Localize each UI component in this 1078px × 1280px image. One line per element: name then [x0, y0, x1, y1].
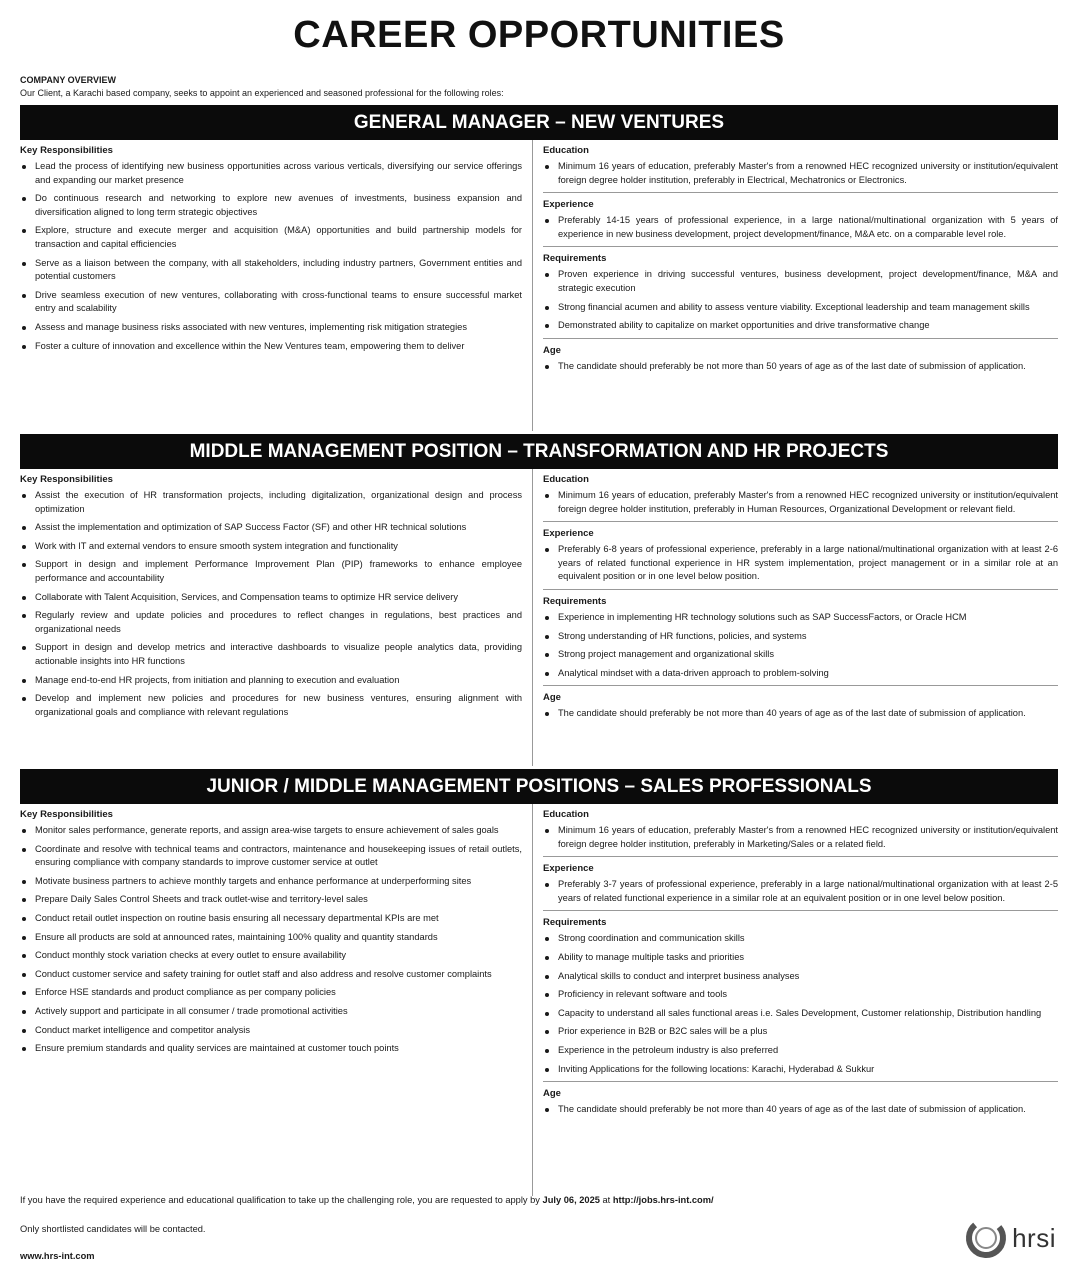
list-item: Drive seamless execution of new ventures, collaborating with cross-functional teams to ensure successful market entry and scalability — [20, 289, 522, 316]
experience-heading: Experience — [543, 521, 1058, 539]
age-heading: Age — [543, 338, 1058, 356]
age-heading: Age — [543, 685, 1058, 703]
education-list — [543, 160, 1058, 187]
list-item: Conduct monthly stock variation checks at every outlet to ensure availability — [20, 949, 522, 963]
key-responsibilities-heading: Key Responsibilities — [20, 145, 113, 156]
list-item: Prior experience in B2B or B2C sales will be a plus — [543, 1025, 1058, 1039]
company-overview-text: Our Client, a Karachi based company, seeks to appoint an experienced and seasoned professional for the following roles: — [20, 88, 504, 98]
list-item: Ensure all products are sold at announced rates, maintaining 100% quality and quantity standards — [20, 931, 522, 945]
experience-list — [543, 214, 1058, 241]
list-item: Assist the implementation and optimization of SAP Success Factor (SF) and other HR technical solutions — [20, 521, 522, 535]
list-item: Work with IT and external vendors to ensure smooth system integration and functionality — [20, 540, 522, 554]
list-item: Enforce HSE standards and product compliance as per company policies — [20, 986, 522, 1000]
list-item: The candidate should preferably be not more than 50 years of age as of the last date of submission of application. — [543, 360, 1058, 374]
section-body — [20, 140, 1058, 431]
job-sections — [20, 105, 1058, 1196]
list-item: Inviting Applications for the following locations: Karachi, Hyderabad & Sukkur — [543, 1063, 1058, 1077]
experience-heading: Experience — [543, 192, 1058, 210]
responsibilities-list — [20, 824, 522, 1056]
hrsi-logo — [964, 1216, 1056, 1260]
list-item: Serve as a liaison between the company, with all stakeholders, including industry partners, Government entities and potential customers — [20, 257, 522, 284]
experience-list — [543, 878, 1058, 905]
shortlist-note: Only shortlisted candidates will be contacted. — [20, 1224, 206, 1234]
list-item: Proficiency in relevant software and tools — [543, 988, 1058, 1002]
section-banner: MIDDLE MANAGEMENT POSITION – TRANSFORMATION AND HR PROJECTS — [20, 434, 1058, 469]
list-item: Do continuous research and networking to explore new avenues of investments, business expansion and diversification aligned to long term strategic objectives — [20, 192, 522, 219]
list-item: Actively support and participate in all consumer / trade promotional activities — [20, 1005, 522, 1019]
list-item: Ability to manage multiple tasks and priorities — [543, 951, 1058, 965]
list-item: Conduct retail outlet inspection on routine basis ensuring all necessary departmental KPIs are met — [20, 912, 522, 926]
experience-heading: Experience — [543, 856, 1058, 874]
requirements-heading: Requirements — [543, 910, 1058, 928]
list-item: Strong coordination and communication skills — [543, 932, 1058, 946]
list-item: Assist the execution of HR transformation projects, including digitalization, organizational design and process optimization — [20, 489, 522, 516]
list-item: Analytical skills to conduct and interpret business analyses — [543, 970, 1058, 984]
qualifications-column — [532, 140, 1058, 431]
list-item: The candidate should preferably be not more than 40 years of age as of the last date of submission of application. — [543, 707, 1058, 721]
website-link[interactable]: www.hrs-int.com — [20, 1251, 95, 1261]
application-link[interactable]: http://jobs.hrs-int.com/ — [612, 1195, 714, 1205]
list-item: Monitor sales performance, generate reports, and assign area-wise targets to ensure achievement of sales goals — [20, 824, 522, 838]
qualifications-column — [532, 469, 1058, 766]
list-item: Analytical mindset with a data-driven approach to problem-solving — [543, 667, 1058, 681]
apply-instructions: If you have the required experience and educational qualification to take up the challenging role, you are requested to apply by July 06, 2025 at http://jobs.hrs-int.com/ — [20, 1195, 714, 1205]
key-responsibilities-heading: Key Responsibilities — [20, 474, 113, 485]
list-item: Regularly review and update policies and procedures to reflect changes in regulations, best practices and organizational needs — [20, 609, 522, 636]
age-list — [543, 1103, 1058, 1117]
list-item: Minimum 16 years of education, preferably Master's from a renowned HEC recognized university or institution/equivalent foreign degree holder institution, preferably in Human Resources, Organizational Development or relevant field. — [543, 489, 1058, 516]
list-item: Prepare Daily Sales Control Sheets and track outlet-wise and territory-level sales — [20, 893, 522, 907]
responsibilities-column — [20, 804, 532, 1196]
logo-ring-icon — [964, 1216, 1008, 1260]
list-item: Conduct market intelligence and competitor analysis — [20, 1024, 522, 1038]
list-item: Lead the process of identifying new business opportunities across various verticals, diversifying our service offerings and expanding our market presence — [20, 160, 522, 187]
list-item: Support in design and implement Performance Improvement Plan (PIP) frameworks to enhance employee performance and accountability — [20, 558, 522, 585]
list-item: Collaborate with Talent Acquisition, Services, and Compensation teams to optimize HR service delivery — [20, 591, 522, 605]
education-heading: Education — [543, 145, 589, 156]
list-item: Capacity to understand all sales functional areas i.e. Sales Development, Customer relationship, Distribution handling — [543, 1007, 1058, 1021]
list-item: Experience in the petroleum industry is also preferred — [543, 1044, 1058, 1058]
age-list — [543, 707, 1058, 721]
list-item: Preferably 3-7 years of professional experience, preferably in a large national/multinational organization with at least 2-5 years of related functional experience in a similar role at an equivalent position or in one level below position. — [543, 878, 1058, 905]
responsibilities-list — [20, 160, 522, 353]
age-heading: Age — [543, 1081, 1058, 1099]
page-title: CAREER OPPORTUNITIES — [293, 14, 785, 56]
list-item: Demonstrated ability to capitalize on market opportunities and drive transformative change — [543, 319, 1058, 333]
education-list — [543, 824, 1058, 851]
list-item: Motivate business partners to achieve monthly targets and enhance performance at underperforming sites — [20, 875, 522, 889]
list-item: Develop and implement new policies and procedures for new business ventures, ensuring alignment with organizational goals and compliance with relevant regulations — [20, 692, 522, 719]
section-banner: JUNIOR / MIDDLE MANAGEMENT POSITIONS – SALES PROFESSIONALS — [20, 769, 1058, 804]
list-item: Strong financial acumen and ability to assess venture viability. Exceptional leadership and team management skills — [543, 301, 1058, 315]
requirements-heading: Requirements — [543, 246, 1058, 264]
age-list — [543, 360, 1058, 374]
education-heading: Education — [543, 474, 589, 485]
responsibilities-list — [20, 489, 522, 719]
list-item: Proven experience in driving successful ventures, business development, project development/finance, M&A and strategic execution — [543, 268, 1058, 295]
list-item: Preferably 14-15 years of professional experience, in a large national/multinational organization with 5 years of experience in new business development, project development/finance, M&A etc. on a comparable level role. — [543, 214, 1058, 241]
requirements-list — [543, 611, 1058, 680]
list-item: Conduct customer service and safety training for outlet staff and also address and resolve customer complaints — [20, 968, 522, 982]
list-item: Experience in implementing HR technology solutions such as SAP SuccessFactors, or Oracle HCM — [543, 611, 1058, 625]
list-item: Explore, structure and execute merger and acquisition (M&A) opportunities and build partnership models for transaction and capital efficiencies — [20, 224, 522, 251]
education-list — [543, 489, 1058, 516]
responsibilities-column — [20, 140, 532, 431]
requirements-list — [543, 932, 1058, 1076]
requirements-list — [543, 268, 1058, 332]
list-item: Strong understanding of HR functions, policies, and systems — [543, 630, 1058, 644]
key-responsibilities-heading: Key Responsibilities — [20, 809, 113, 820]
requirements-heading: Requirements — [543, 589, 1058, 607]
list-item: Support in design and develop metrics and interactive dashboards to visualize people analytics data, providing actionable insights into HR functions — [20, 641, 522, 668]
education-heading: Education — [543, 809, 589, 820]
list-item: Minimum 16 years of education, preferably Master's from a renowned HEC recognized university or institution/equivalent foreign degree holder institution, preferably in Marketing/Sales or a related field. — [543, 824, 1058, 851]
list-item: Preferably 6-8 years of professional experience, preferably in a large national/multinational organization with at least 2-6 years of related functional experience in HR system implementation, project management or in a similar role at an equivalent position or in one level below position. — [543, 543, 1058, 584]
section-body — [20, 469, 1058, 766]
list-item: Minimum 16 years of education, preferably Master's from a renowned HEC recognized university or institution/equivalent foreign degree holder institution, preferably in Electrical, Mechatronics or Electronics. — [543, 160, 1058, 187]
section-body — [20, 804, 1058, 1196]
qualifications-column — [532, 804, 1058, 1196]
list-item: Coordinate and resolve with technical teams and contractors, maintenance and housekeeping issues of retail outlets, ensuring compliance with company standards to improve customer service at outlet — [20, 843, 522, 870]
experience-list — [543, 543, 1058, 584]
list-item: Ensure premium standards and quality services are maintained at customer touch points — [20, 1042, 522, 1056]
list-item: Assess and manage business risks associated with new ventures, implementing risk mitigation strategies — [20, 321, 522, 335]
company-overview-heading: COMPANY OVERVIEW — [20, 75, 117, 85]
application-deadline: July 06, 2025 — [542, 1195, 600, 1205]
section-banner: GENERAL MANAGER – NEW VENTURES — [20, 105, 1058, 140]
list-item: Strong project management and organizational skills — [543, 648, 1058, 662]
list-item: Foster a culture of innovation and excellence within the New Ventures team, empowering them to deliver — [20, 340, 522, 354]
list-item: The candidate should preferably be not more than 40 years of age as of the last date of submission of application. — [543, 1103, 1058, 1117]
list-item: Manage end-to-end HR projects, from initiation and planning to execution and evaluation — [20, 674, 522, 688]
logo-text: hrsi — [1012, 1222, 1056, 1253]
responsibilities-column — [20, 469, 532, 766]
